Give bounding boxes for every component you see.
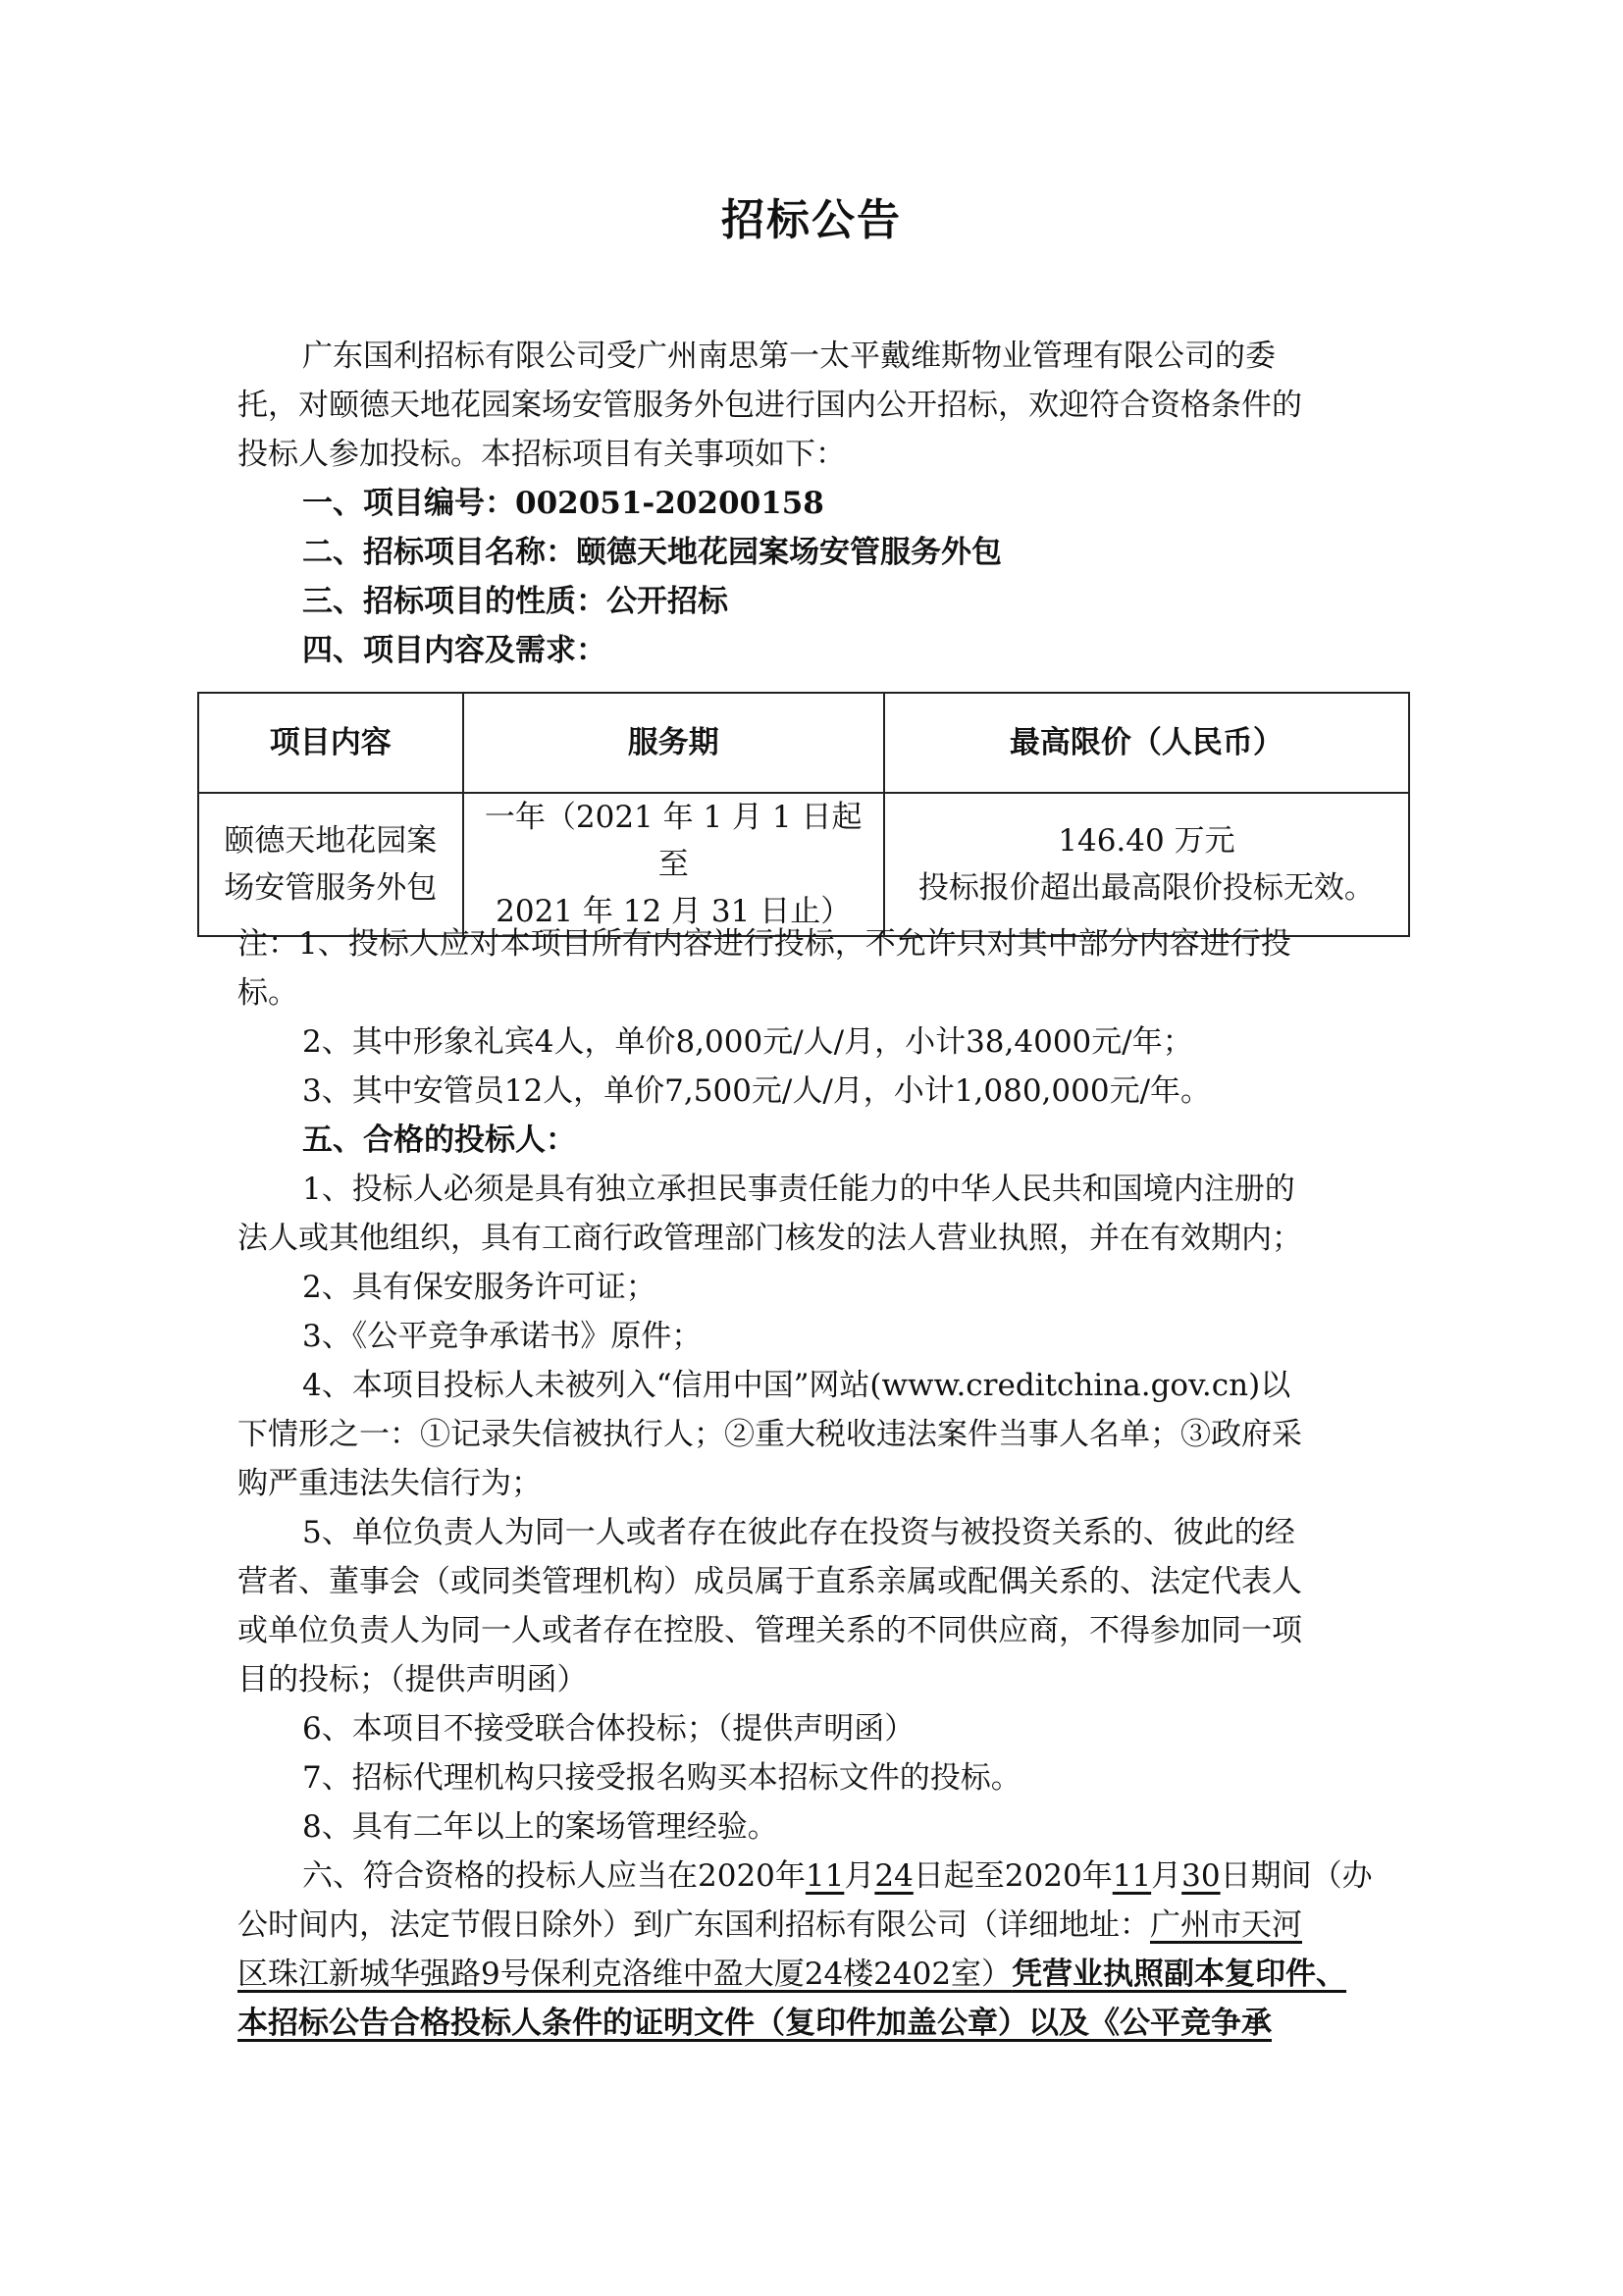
section6-line (237, 1852, 1386, 1901)
qualified-line: 4、本项目投标人未被列入“信用中国”网站(www.creditchina.gov.cn)以 (302, 1368, 1291, 1403)
cell-line: 146.40 万元 (1058, 823, 1235, 859)
underlined-day: 30 (1181, 1858, 1221, 1894)
table-cell-period (463, 793, 884, 936)
qualified-line: 营者、董事会（或同类管理机构）成员属于直系亲属或配偶关系的、法定代表人 (237, 1564, 1302, 1599)
cell-line: 一年（2021 年 1 月 1 日起至 (484, 800, 863, 882)
section6-line (237, 1999, 1386, 2048)
cell-line: 颐德天地花园案 (224, 823, 438, 859)
qualified-line: 法人或其他组织，具有工商行政管理部门核发的法人营业执照，并在有效期内； (237, 1221, 1302, 1256)
document-title: 招标公告 (721, 195, 902, 245)
qualified-line: 5、单位负责人为同一人或者存在彼此存在投资与被投资关系的、彼此的经 (302, 1515, 1295, 1550)
underlined-day: 24 (874, 1858, 914, 1894)
text-run: 日期间（办 (1220, 1858, 1373, 1894)
table-cell-price (884, 793, 1409, 936)
underlined-month: 11 (1112, 1858, 1152, 1894)
note-line: 注：1、投标人应对本项目所有内容进行投标，不允许只对其中部分内容进行投 (237, 926, 1291, 962)
project-requirements-heading: 四、项目内容及需求： (302, 633, 606, 668)
bold-underlined-text: 凭营业执照副本复印件、 (1012, 1957, 1347, 1992)
section6-line (237, 1901, 1386, 1950)
text-run: 月 (844, 1858, 875, 1894)
project-number: 一、项目编号：002051-20200158 (302, 486, 824, 521)
cell-line: 2021 年 12 月 31 日止） (496, 894, 852, 929)
table-header-cell: 项目内容 (198, 693, 463, 793)
section6-line (237, 1950, 1386, 1999)
cell-line: 场安管服务外包 (224, 870, 438, 906)
text-run: 日起至2020年 (913, 1858, 1113, 1894)
qualified-line: 目的投标；（提供声明函） (237, 1662, 588, 1697)
bold-underlined-text: 本招标公告合格投标人条件的证明文件（复印件加盖公章）以及《公平竞争承 (237, 2006, 1272, 2041)
table-row (198, 793, 1409, 936)
requirements-table (197, 692, 1410, 937)
intro-section (237, 332, 1386, 675)
table-header-row (198, 693, 1409, 793)
underlined-address: 广州市天河 (1150, 1907, 1302, 1943)
table-header-cell: 最高限价（人民币） (884, 693, 1409, 793)
qualified-line: 3、《公平竞争承诺书》原件； (302, 1319, 703, 1354)
qualified-line: 2、具有保安服务许可证； (302, 1270, 656, 1305)
intro-line: 投标人参加投标。本招标项目有关事项如下： (237, 437, 846, 472)
qualified-line: 8、具有二年以上的案场管理经验。 (302, 1809, 778, 1845)
table-cell-content (198, 793, 463, 936)
note-line: 标。 (237, 975, 298, 1011)
table-header-cell: 服务期 (463, 693, 884, 793)
qualified-heading: 五、合格的投标人： (302, 1122, 576, 1158)
qualified-line: 7、招标代理机构只接受报名购买本招标文件的投标。 (302, 1760, 1021, 1796)
qualified-line: 1、投标人必须是具有独立承担民事责任能力的中华人民共和国境内注册的 (302, 1172, 1295, 1207)
qualified-line: 6、本项目不接受联合体投标；（提供声明函） (302, 1711, 916, 1747)
underlined-month: 11 (805, 1858, 845, 1894)
text-run: 公时间内，法定节假日除外）到广东国利招标有限公司（详细地址： (237, 1907, 1150, 1943)
cell-line: 投标报价超出最高限价投标无效。 (917, 870, 1375, 906)
text-run: 六、符合资格的投标人应当在2020年 (302, 1858, 806, 1894)
qualified-line: 购严重违法失信行为； (237, 1466, 542, 1501)
notes-section (237, 919, 1386, 2048)
underlined-address: 区珠江新城华强路9号保利克洛维中盈大厦24楼2402室） (237, 1957, 1013, 1992)
intro-line: 托，对颐德天地花园案场安管服务外包进行国内公开招标，欢迎符合资格条件的 (237, 388, 1302, 423)
text-run: 月 (1151, 1858, 1182, 1894)
qualified-line: 下情形之一：①记录失信被执行人；②重大税收违法案件当事人名单；③政府采 (237, 1417, 1302, 1452)
project-name: 二、招标项目名称：颐德天地花园案场安管服务外包 (302, 535, 1002, 570)
qualified-line: 或单位负责人为同一人或者存在控股、管理关系的不同供应商，不得参加同一项 (237, 1613, 1302, 1648)
intro-line: 广东国利招标有限公司受广州南思第一太平戴维斯物业管理有限公司的委 (302, 339, 1276, 374)
note-line: 3、其中安管员12人，单价7,500元/人/月，小计1,080,000元/年。 (302, 1073, 1212, 1109)
note-line: 2、其中形象礼宾4人，单价8,000元/人/月，小计38,4000元/年； (302, 1024, 1193, 1060)
project-nature: 三、招标项目的性质：公开招标 (302, 584, 728, 619)
